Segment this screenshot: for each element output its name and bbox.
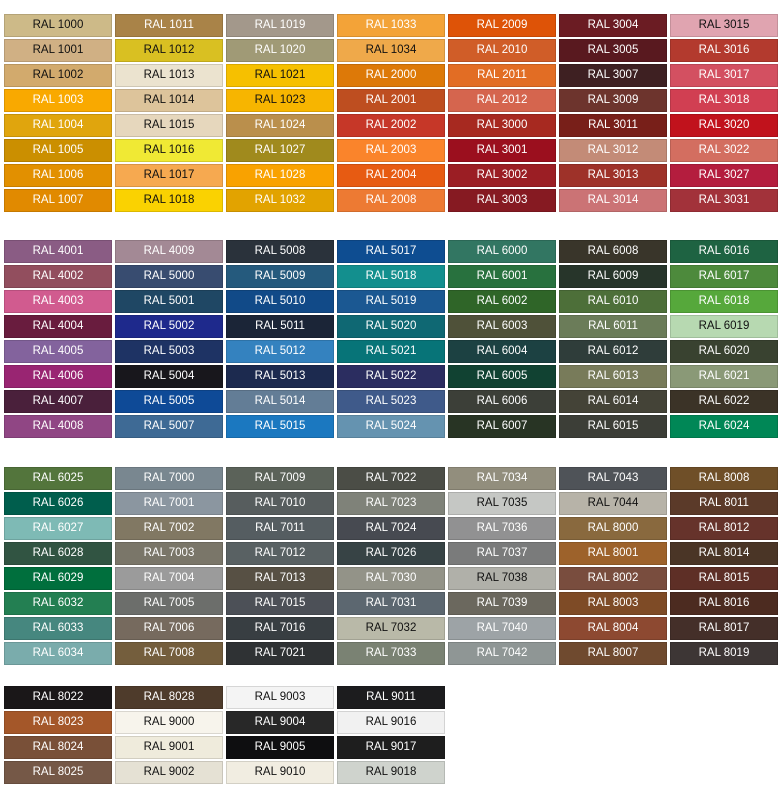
color-swatch: RAL 9002 [115,761,223,784]
color-swatch: RAL 8012 [670,517,778,540]
color-swatch: RAL 8015 [670,567,778,590]
color-swatch: RAL 8014 [670,542,778,565]
color-swatch: RAL 8024 [4,736,112,759]
color-swatch: RAL 5010 [226,290,334,313]
color-swatch: RAL 8016 [670,592,778,615]
color-swatch: RAL 6015 [559,415,667,438]
color-swatch: RAL 5009 [226,265,334,288]
color-swatch: RAL 5005 [115,390,223,413]
color-swatch: RAL 4007 [4,390,112,413]
color-swatch: RAL 7011 [226,517,334,540]
color-swatch: RAL 2010 [448,39,556,62]
color-swatch: RAL 6025 [4,467,112,490]
color-swatch: RAL 3000 [448,114,556,137]
color-swatch: RAL 9017 [337,736,445,759]
color-swatch: RAL 5007 [115,415,223,438]
color-swatch: RAL 9010 [226,761,334,784]
color-swatch: RAL 7024 [337,517,445,540]
color-swatch: RAL 1021 [226,64,334,87]
color-swatch: RAL 3020 [670,114,778,137]
color-swatch: RAL 7036 [448,517,556,540]
color-swatch: RAL 8002 [559,567,667,590]
color-swatch: RAL 1019 [226,14,334,37]
color-swatch: RAL 1018 [115,189,223,212]
color-swatch: RAL 6000 [448,240,556,263]
color-swatch: RAL 6001 [448,265,556,288]
color-swatch: RAL 7040 [448,617,556,640]
color-swatch: RAL 8028 [115,686,223,709]
color-swatch: RAL 7006 [115,617,223,640]
color-swatch: RAL 4004 [4,315,112,338]
color-swatch: RAL 3016 [670,39,778,62]
color-swatch: RAL 2011 [448,64,556,87]
color-swatch: RAL 6034 [4,642,112,665]
color-swatch: RAL 8003 [559,592,667,615]
color-swatch: RAL 6008 [559,240,667,263]
color-block-4 [4,686,445,784]
color-swatch: RAL 4006 [4,365,112,388]
color-swatch: RAL 1006 [4,164,112,187]
color-swatch: RAL 3012 [559,139,667,162]
color-swatch: RAL 4008 [4,415,112,438]
color-swatch: RAL 7039 [448,592,556,615]
color-swatch: RAL 7010 [226,492,334,515]
color-swatch: RAL 6028 [4,542,112,565]
color-swatch: RAL 6007 [448,415,556,438]
color-swatch: RAL 7044 [559,492,667,515]
color-swatch: RAL 5011 [226,315,334,338]
color-swatch: RAL 6011 [559,315,667,338]
color-swatch: RAL 6014 [559,390,667,413]
color-swatch: RAL 7031 [337,592,445,615]
color-swatch: RAL 8023 [4,711,112,734]
color-swatch: RAL 7037 [448,542,556,565]
color-swatch: RAL 5022 [337,365,445,388]
color-swatch: RAL 2004 [337,164,445,187]
color-swatch: RAL 1020 [226,39,334,62]
color-swatch: RAL 3031 [670,189,778,212]
color-swatch: RAL 6018 [670,290,778,313]
color-swatch: RAL 6033 [4,617,112,640]
color-swatch: RAL 5023 [337,390,445,413]
color-swatch: RAL 7032 [337,617,445,640]
color-swatch: RAL 3004 [559,14,667,37]
color-swatch: RAL 5014 [226,390,334,413]
color-swatch: RAL 1017 [115,164,223,187]
color-swatch: RAL 3003 [448,189,556,212]
color-swatch: RAL 6029 [4,567,112,590]
color-swatch: RAL 8025 [4,761,112,784]
color-swatch: RAL 7002 [115,517,223,540]
color-swatch: RAL 1032 [226,189,334,212]
color-swatch: RAL 3001 [448,139,556,162]
color-swatch: RAL 5008 [226,240,334,263]
color-swatch: RAL 9004 [226,711,334,734]
color-swatch: RAL 5012 [226,340,334,363]
color-swatch: RAL 3011 [559,114,667,137]
color-swatch: RAL 1001 [4,39,112,62]
color-swatch: RAL 6012 [559,340,667,363]
color-swatch: RAL 1028 [226,164,334,187]
color-swatch: RAL 6002 [448,290,556,313]
color-swatch: RAL 3018 [670,89,778,112]
color-swatch: RAL 1014 [115,89,223,112]
color-swatch: RAL 1015 [115,114,223,137]
color-swatch: RAL 1003 [4,89,112,112]
color-swatch: RAL 6016 [670,240,778,263]
color-swatch: RAL 3015 [670,14,778,37]
color-swatch: RAL 1002 [4,64,112,87]
color-swatch: RAL 7004 [115,567,223,590]
color-swatch: RAL 7035 [448,492,556,515]
color-swatch: RAL 4001 [4,240,112,263]
color-swatch: RAL 6020 [670,340,778,363]
color-swatch: RAL 5003 [115,340,223,363]
color-swatch: RAL 3005 [559,39,667,62]
color-swatch: RAL 7033 [337,642,445,665]
color-swatch: RAL 5024 [337,415,445,438]
color-swatch: RAL 5013 [226,365,334,388]
color-swatch: RAL 2009 [448,14,556,37]
color-swatch: RAL 7034 [448,467,556,490]
color-swatch: RAL 5001 [115,290,223,313]
color-swatch: RAL 6009 [559,265,667,288]
color-swatch: RAL 5002 [115,315,223,338]
color-swatch: RAL 7042 [448,642,556,665]
color-swatch: RAL 5004 [115,365,223,388]
color-swatch: RAL 5017 [337,240,445,263]
color-swatch: RAL 2003 [337,139,445,162]
color-swatch: RAL 8017 [670,617,778,640]
color-swatch: RAL 1033 [337,14,445,37]
color-swatch: RAL 6004 [448,340,556,363]
color-swatch: RAL 3007 [559,64,667,87]
color-swatch: RAL 9005 [226,736,334,759]
color-swatch: RAL 8011 [670,492,778,515]
color-swatch: RAL 4003 [4,290,112,313]
color-swatch: RAL 1023 [226,89,334,112]
color-swatch: RAL 4005 [4,340,112,363]
color-swatch: RAL 7023 [337,492,445,515]
color-swatch: RAL 3002 [448,164,556,187]
color-swatch: RAL 3009 [559,89,667,112]
color-swatch: RAL 1005 [4,139,112,162]
color-swatch: RAL 7021 [226,642,334,665]
color-swatch: RAL 5000 [115,265,223,288]
color-swatch: RAL 1034 [337,39,445,62]
color-swatch: RAL 8008 [670,467,778,490]
color-swatch: RAL 8019 [670,642,778,665]
color-swatch: RAL 6019 [670,315,778,338]
color-block-2 [4,240,778,438]
color-swatch: RAL 7016 [226,617,334,640]
color-swatch: RAL 1016 [115,139,223,162]
color-swatch: RAL 1004 [4,114,112,137]
color-swatch: RAL 1007 [4,189,112,212]
color-block-1 [4,14,778,212]
color-swatch: RAL 6021 [670,365,778,388]
color-swatch: RAL 7015 [226,592,334,615]
color-swatch: RAL 6006 [448,390,556,413]
color-swatch: RAL 1000 [4,14,112,37]
color-swatch: RAL 7001 [115,492,223,515]
color-swatch: RAL 7009 [226,467,334,490]
color-swatch: RAL 7030 [337,567,445,590]
color-swatch: RAL 1011 [115,14,223,37]
color-swatch: RAL 5018 [337,265,445,288]
color-swatch: RAL 7013 [226,567,334,590]
color-swatch: RAL 6026 [4,492,112,515]
color-swatch: RAL 3017 [670,64,778,87]
color-swatch: RAL 1013 [115,64,223,87]
color-swatch: RAL 8000 [559,517,667,540]
color-swatch: RAL 7012 [226,542,334,565]
color-swatch: RAL 5015 [226,415,334,438]
color-swatch: RAL 7008 [115,642,223,665]
color-swatch: RAL 1012 [115,39,223,62]
color-swatch: RAL 8007 [559,642,667,665]
color-swatch: RAL 7000 [115,467,223,490]
color-swatch: RAL 2000 [337,64,445,87]
color-swatch: RAL 9001 [115,736,223,759]
color-swatch: RAL 7005 [115,592,223,615]
color-block-3 [4,467,778,665]
color-swatch: RAL 7043 [559,467,667,490]
color-swatch: RAL 5020 [337,315,445,338]
color-swatch: RAL 9003 [226,686,334,709]
color-swatch: RAL 2008 [337,189,445,212]
color-swatch: RAL 9018 [337,761,445,784]
color-swatch: RAL 8022 [4,686,112,709]
color-swatch: RAL 6010 [559,290,667,313]
color-swatch: RAL 5019 [337,290,445,313]
color-swatch: RAL 9016 [337,711,445,734]
color-swatch: RAL 3013 [559,164,667,187]
color-swatch: RAL 7038 [448,567,556,590]
color-swatch: RAL 2001 [337,89,445,112]
color-swatch: RAL 4002 [4,265,112,288]
color-swatch: RAL 1024 [226,114,334,137]
color-swatch: RAL 6032 [4,592,112,615]
color-swatch: RAL 6017 [670,265,778,288]
color-swatch: RAL 7003 [115,542,223,565]
color-swatch: RAL 3014 [559,189,667,212]
color-swatch: RAL 5021 [337,340,445,363]
color-swatch: RAL 6022 [670,390,778,413]
color-swatch: RAL 2012 [448,89,556,112]
color-swatch: RAL 7026 [337,542,445,565]
color-swatch: RAL 6013 [559,365,667,388]
color-swatch: RAL 6027 [4,517,112,540]
color-swatch: RAL 8001 [559,542,667,565]
color-swatch: RAL 1027 [226,139,334,162]
color-swatch: RAL 2002 [337,114,445,137]
color-swatch: RAL 9011 [337,686,445,709]
color-swatch: RAL 6003 [448,315,556,338]
color-swatch: RAL 9000 [115,711,223,734]
color-swatch: RAL 6024 [670,415,778,438]
color-swatch: RAL 4009 [115,240,223,263]
color-swatch: RAL 6005 [448,365,556,388]
color-swatch: RAL 3022 [670,139,778,162]
color-swatch: RAL 8004 [559,617,667,640]
color-swatch: RAL 3027 [670,164,778,187]
color-swatch: RAL 7022 [337,467,445,490]
